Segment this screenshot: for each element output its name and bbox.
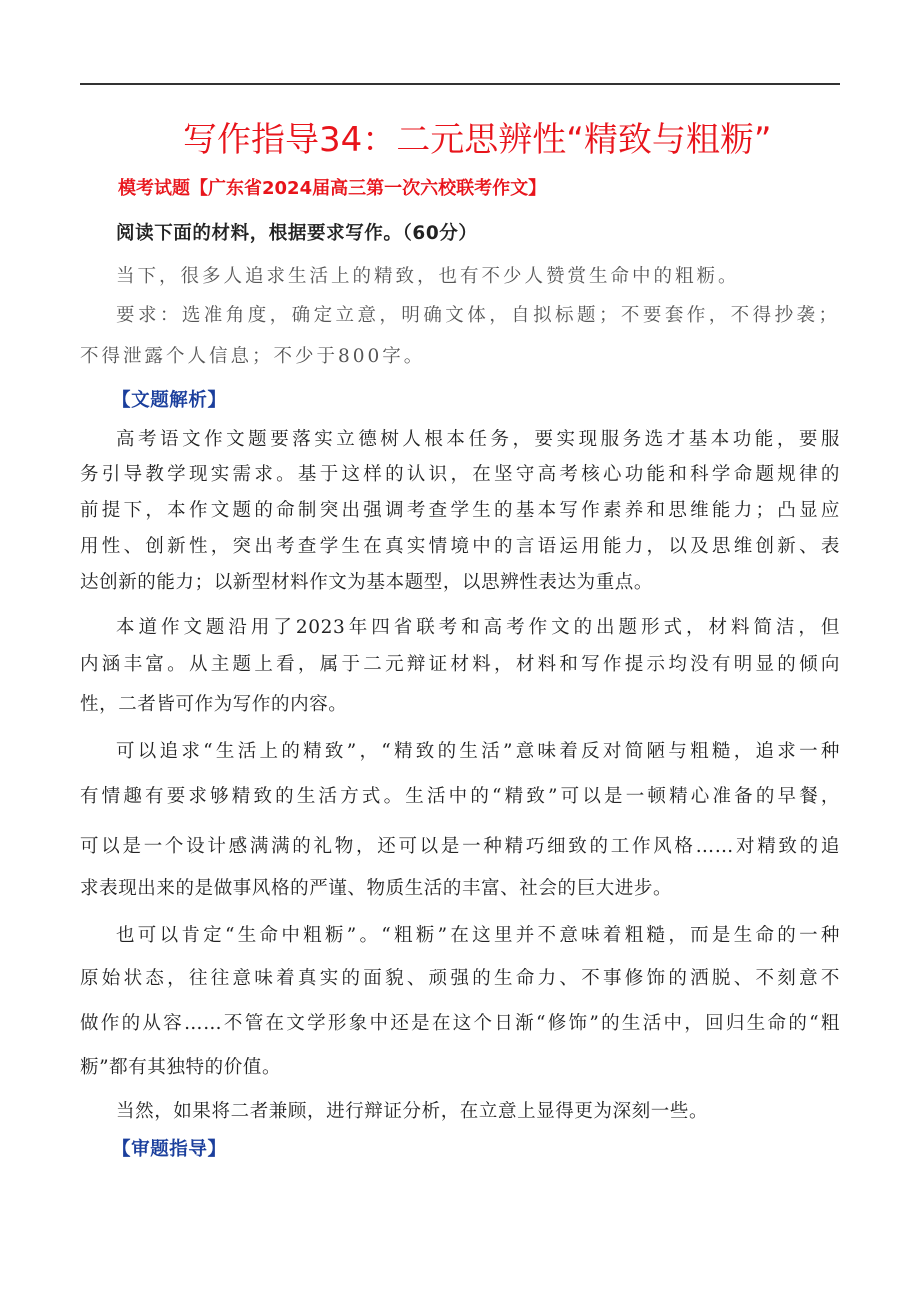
paragraph-line: 原始状态，往往意味着真实的面貌、顽强的生命力、不事修饰的洒脱、不刻意不 [80, 968, 840, 989]
prompt-requirements-line1: 要求：选准角度，确定立意，明确文体，自拟标题；不要套作，不得抄袭； [116, 305, 840, 326]
section-heading-analysis: 【文题解析】 [112, 390, 227, 411]
paragraph-line: 求表现出来的是做事风格的严谨、物质生活的丰富、社会的巨大进步。 [80, 878, 673, 899]
paragraph-line: 达创新的能力；以新型材料作文为基本题型，以思辨性表达为重点。 [80, 572, 654, 593]
paragraph-line: 用性、创新性，突出考查学生在真实情境中的言语运用能力，以及思维创新、表 [80, 536, 840, 557]
section-heading-guidance: 【审题指导】 [112, 1139, 227, 1160]
paragraph-line: 做作的从容……不管在文学形象中还是在这个日渐“修饰”的生活中，回归生命的“粗 [80, 1013, 840, 1034]
prompt-instruction: 阅读下面的材料，根据要求写作。（60分） [116, 223, 478, 244]
paragraph-line: 性，二者皆可作为写作的内容。 [80, 694, 348, 715]
paragraph-line: 也可以肯定“生命中粗粝”。“粗粝”在这里并不意味着粗糙，而是生命的一种 [116, 925, 840, 946]
paragraph-line: 前提下，本作文题的命制突出强调考查学生的基本写作素养和思维能力；凸显应 [80, 500, 840, 521]
paragraph-line: 内涵丰富。从主题上看，属于二元辩证材料，材料和写作提示均没有明显的倾向 [80, 654, 840, 675]
paragraph-line: 可以追求“生活上的精致”，“精致的生活”意味着反对简陋与粗糙，追求一种 [116, 741, 840, 762]
paragraph-line: 可以是一个设计感满满的礼物，还可以是一种精巧细致的工作风格……对精致的追 [80, 836, 840, 857]
paragraph-line: 高考语文作文题要落实立德树人根本任务，要实现服务选才基本功能，要服 [116, 429, 840, 450]
paragraph-line: 务引导教学现实需求。基于这样的认识，在坚守高考核心功能和科学命题规律的 [80, 464, 840, 485]
prompt-requirements-line2: 不得泄露个人信息；不少于800字。 [80, 346, 426, 367]
prompt-material: 当下，很多人追求生活上的精致，也有不少人赞赏生命中的粗粝。 [116, 266, 740, 287]
header-rule [80, 83, 840, 85]
paragraph-line: 本道作文题沿用了2023年四省联考和高考作文的出题形式，材料简洁，但 [116, 617, 840, 638]
page-title: 写作指导34：二元思辨性“精致与粗粝” [183, 120, 772, 160]
paragraph-line: 当然，如果将二者兼顾，进行辩证分析，在立意上显得更为深刻一些。 [116, 1101, 709, 1122]
exam-source-subtitle: 模考试题【广东省2024届高三第一次六校联考作文】 [118, 178, 547, 199]
paragraph-line: 粝”都有其独特的价值。 [80, 1057, 282, 1078]
paragraph-line: 有情趣有要求够精致的生活方式。生活中的“精致”可以是一顿精心准备的早餐， [80, 786, 840, 807]
